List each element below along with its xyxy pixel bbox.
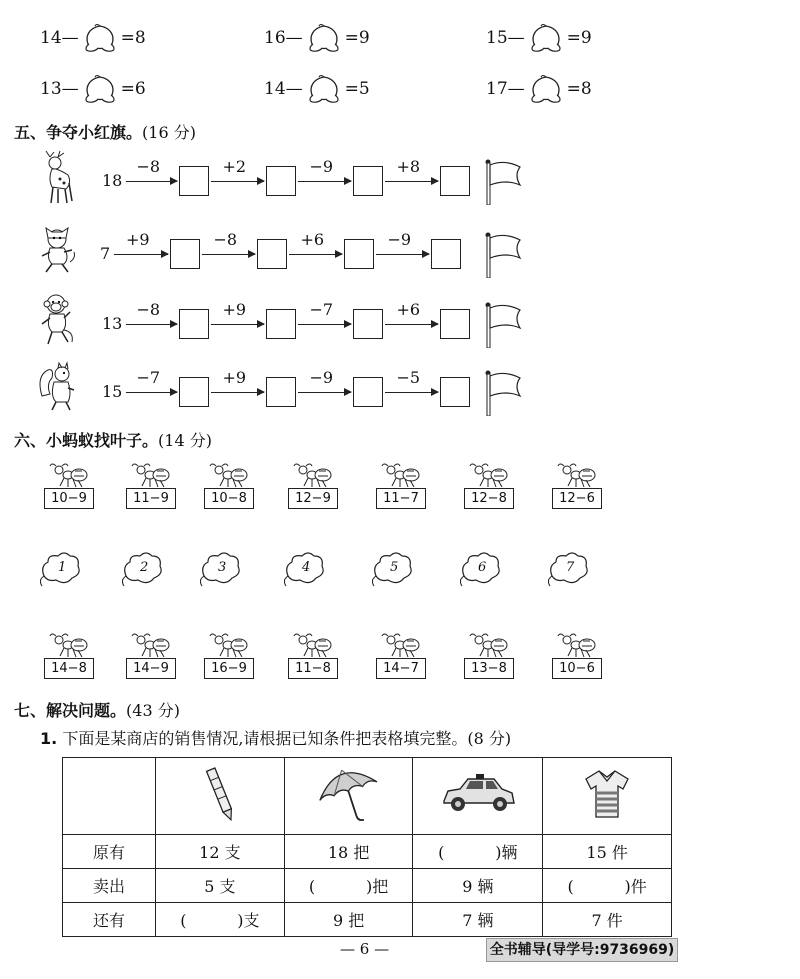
pencil-icon [205,764,235,824]
leaf-number: 4 [302,560,311,575]
monkey-icon [38,292,78,350]
leaf-number: 2 [140,560,149,575]
flag-icon [484,302,524,348]
chain-operation: −7 [136,368,161,387]
fill-in-cell[interactable]: ( )把 [284,869,413,903]
answer-box[interactable] [440,309,470,339]
chain-animal [38,360,78,422]
flag [484,159,524,209]
equation-result: =8 [120,28,146,48]
answer-box[interactable] [179,166,209,196]
chain-arrow [126,181,177,182]
ant-expression: 10−6 [552,658,602,679]
ant-icon [378,462,422,488]
question-1 [40,726,511,749]
answer-box[interactable] [353,166,383,196]
chain-arrow [126,324,177,325]
ant-icon [128,462,172,488]
answer-box[interactable] [440,166,470,196]
squirrel-icon [38,360,78,418]
table-cell: 7 件 [543,903,672,937]
chain-arrow [298,392,351,393]
chain-arrow [114,254,168,255]
table-row [63,869,672,903]
peach-equation [40,73,146,105]
equation-minuend: 14— [40,28,79,48]
chain-start-number: 18 [102,171,123,190]
row-label: 还有 [63,903,156,937]
ant-expression: 16−9 [204,658,254,679]
ant-icon [466,632,510,658]
answer-box[interactable] [344,239,374,269]
ant-expression: 11−7 [376,488,426,509]
section5-points: (16 分) [142,123,196,142]
chain-animal [38,149,78,211]
chain-arrow [289,254,342,255]
chain-arrow [126,392,177,393]
section6-heading [14,428,212,451]
equation-minuend: 14— [264,79,303,99]
chain-operation: +9 [222,300,247,319]
row-label: 卖出 [63,869,156,903]
section7-heading [14,698,180,721]
chain-operation: +6 [396,300,421,319]
chain-operation: +8 [396,157,421,176]
ant-expression: 10−8 [204,488,254,509]
chain-operation: +9 [126,230,150,249]
table-cell: 12 支 [156,835,285,869]
section5-heading [14,120,196,143]
equation-result: =6 [120,79,146,99]
leaf[interactable] [460,550,504,594]
answer-box[interactable] [257,239,287,269]
chain-operation: −8 [136,157,161,176]
flag-icon [484,232,524,278]
table-cell: 7 辆 [413,903,543,937]
peach-equation [486,73,592,105]
flag [484,232,524,282]
fill-in-cell[interactable]: ( )支 [156,903,285,937]
ant-icon [378,632,422,658]
equation-result: =9 [344,28,370,48]
section6-points: (14 分) [158,431,212,450]
ant-icon [290,632,334,658]
peach-equation [264,73,370,105]
chain-operation: −7 [309,300,334,319]
ant-expression: 14−7 [376,658,426,679]
chain-arrow [202,254,255,255]
question-1-number: 1. [40,729,58,748]
ant-expression: 13−8 [464,658,514,679]
answer-box[interactable] [431,239,461,269]
row-label: 原有 [63,835,156,869]
chain-arrow [211,181,264,182]
fill-in-cell[interactable]: ( )辆 [413,835,543,869]
chain-arrow [211,324,264,325]
table-item-umbrella [284,758,413,835]
ant-expression: 14−9 [126,658,176,679]
table-item-shirt [543,758,672,835]
chain-start-number: 7 [100,244,111,263]
peach-icon[interactable] [305,22,343,54]
answer-box[interactable] [266,377,296,407]
equation-minuend: 16— [264,28,303,48]
chain-operation: −9 [309,368,334,387]
ant-icon [290,462,334,488]
ant-icon [128,632,172,658]
ant-icon [466,462,510,488]
table-cell: 18 把 [284,835,413,869]
answer-box[interactable] [440,377,470,407]
ant-icon [554,632,598,658]
chain-operation: −8 [213,230,238,249]
flag [484,302,524,352]
table-cell: 15 件 [543,835,672,869]
chain-arrow [385,392,438,393]
cat-icon [38,222,78,280]
ant-expression: 12−9 [288,488,338,509]
leaf[interactable] [200,550,244,594]
flag-icon [484,370,524,416]
chain-arrow [298,181,351,182]
peach-icon[interactable] [305,73,343,105]
car-icon [438,771,518,817]
leaf-number: 3 [218,560,227,575]
ant-expression: 14−8 [44,658,94,679]
chain-arrow [376,254,429,255]
answer-box[interactable] [179,309,209,339]
peach-equation [264,22,370,54]
table-row [63,903,672,937]
chain-operation: −9 [387,230,412,249]
answer-box[interactable] [353,377,383,407]
table-item-pencil [156,758,285,835]
section5-title: 五、争夺小红旗。 [14,123,143,142]
table-cell: 9 辆 [413,869,543,903]
equation-minuend: 13— [40,79,79,99]
chain-animal [38,222,78,284]
ant-expression: 12−8 [464,488,514,509]
shirt-icon [582,767,632,821]
answer-box[interactable] [179,377,209,407]
chain-animal [38,292,78,354]
ant-expression: 11−8 [288,658,338,679]
chain-arrow [385,324,438,325]
flag-icon [484,159,524,205]
chain-operation: −8 [136,300,161,319]
table-header-row [63,758,672,835]
leaf-number: 7 [566,560,575,575]
chain-operation: +2 [222,157,247,176]
leaf-number: 6 [478,560,487,575]
ant-expression: 10−9 [44,488,94,509]
brand-badge: 全书辅导(导学号:9736969) [486,938,678,962]
leaf[interactable] [40,550,84,594]
leaf[interactable] [284,550,328,594]
ant-icon [206,632,250,658]
chain-operation: +6 [300,230,325,249]
ant-expression: 11−9 [126,488,176,509]
page-number: — 6 — [340,940,390,958]
chain-arrow [385,181,438,182]
equation-result: =9 [566,28,592,48]
leaf[interactable] [122,550,166,594]
question-1-text: 下面是某商店的销售情况,请根据已知条件把表格填完整。(8 分) [62,729,512,748]
chain-operation: +9 [222,368,247,387]
answer-box[interactable] [170,239,200,269]
equation-result: =5 [344,79,370,99]
equation-minuend: 17— [486,79,525,99]
chain-arrow [298,324,351,325]
table-row [63,835,672,869]
chain-operation: −9 [309,157,334,176]
leaf-number: 5 [390,560,399,575]
answer-box[interactable] [266,309,296,339]
leaf-number: 1 [58,560,67,575]
section7-title: 七、解决问题。 [14,701,127,720]
equation-minuend: 15— [486,28,525,48]
chain-arrow [211,392,264,393]
deer-icon [38,149,78,207]
equation-result: =8 [566,79,592,99]
leaf[interactable] [548,550,592,594]
peach-equation [40,22,146,54]
fill-in-cell[interactable]: ( )件 [543,869,672,903]
ant-icon [46,462,90,488]
chain-operation: −5 [396,368,421,387]
umbrella-icon [314,763,384,825]
table-cell: 9 把 [284,903,413,937]
ant-expression: 12−6 [552,488,602,509]
chain-start-number: 13 [102,314,123,333]
peach-icon[interactable] [81,22,119,54]
section6-title: 六、小蚂蚁找叶子。 [14,431,159,450]
table-cell: 5 支 [156,869,285,903]
table-item-car [413,758,543,835]
peach-icon[interactable] [527,22,565,54]
section7-points: (43 分) [126,701,180,720]
flag [484,370,524,420]
peach-icon[interactable] [527,73,565,105]
ant-icon [206,462,250,488]
ant-icon [554,462,598,488]
ant-icon [46,632,90,658]
sales-table [62,757,672,937]
table-corner-cell [63,758,156,835]
answer-box[interactable] [353,309,383,339]
peach-icon[interactable] [81,73,119,105]
chain-start-number: 15 [102,382,123,401]
answer-box[interactable] [266,166,296,196]
peach-equation [486,22,592,54]
leaf[interactable] [372,550,416,594]
